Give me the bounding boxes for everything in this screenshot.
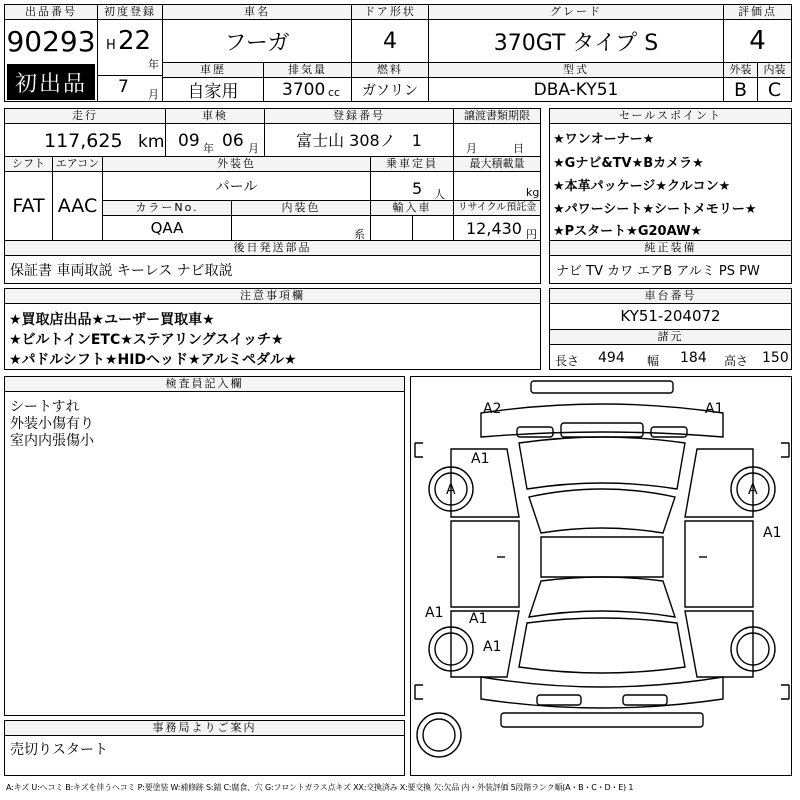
inspector-note-3: 室内内張傷小 [10, 433, 94, 449]
legend: A:キズ U:ヘコミ B:キズを伴うヘコミ P:要塗装 W:補修跡 S:錆 C:腐食、穴 G:フロントガラス点キズ XX:交換済み X:要交換 欠:欠品 内・外装評価 5段階ランク順(A・B・C・D・E) 1 [6, 783, 634, 792]
inspector-note-1: シートすれ [10, 399, 80, 415]
mark-a1-left-rear: A1 [425, 605, 444, 621]
month-unit: 月 [148, 88, 159, 101]
era-label: H [106, 38, 116, 53]
insp-month-unit: 月 [248, 142, 259, 155]
displacement-value: 3700 [282, 80, 326, 100]
history-value: 自家用 [187, 82, 239, 102]
sales-point-1: ★ワンオーナー★ [553, 132, 655, 147]
mark-a1-right: A1 [763, 525, 782, 541]
office-label: 事務局よりご案内 [5, 721, 404, 736]
eval-value: 4 [749, 26, 766, 56]
kei-unit: 系 [354, 228, 365, 241]
note-3: ★パドルシフト★HIDヘッド★アルミペダル★ [9, 352, 297, 368]
interior-color-label: 内装色 [232, 201, 370, 216]
exterior-value: B [733, 78, 748, 101]
mark-a1-left-front: A1 [471, 451, 490, 467]
mark-a2: A2 [483, 401, 502, 417]
mark-a1-rear-fender: A1 [483, 639, 502, 655]
mileage-label: 走行 [5, 109, 165, 124]
notes-label: 注意事項欄 [5, 289, 540, 304]
body-color-label: 外装色 [103, 157, 370, 172]
people-unit: 人 [434, 188, 445, 201]
interior-value: C [767, 78, 782, 101]
fuel-value: ガソリン [362, 82, 418, 99]
recycle-label: リサイクル預託金 [454, 201, 540, 216]
shift-value: FAT [12, 195, 45, 217]
reg-year-value: 22 [118, 26, 152, 56]
sales-points-label: セールスポイント [550, 109, 791, 124]
plate-label: 登録番号 [265, 109, 453, 124]
color-no-value: QAA [150, 219, 184, 237]
aircon-label: エアコン [53, 157, 102, 172]
len-label: 長さ [555, 354, 580, 368]
len-value: 494 [598, 350, 625, 366]
capacity-label: 乗車定員 [371, 157, 453, 172]
inspection-label: 車検 [166, 109, 264, 124]
doors-value: 4 [383, 28, 397, 54]
model-value: DBA-KY51 [533, 79, 619, 100]
grade-value: 370GT タイプ S [493, 30, 659, 56]
fuel-label: 燃料 [352, 63, 428, 78]
sales-point-5: ★Pスタート★G20AW★ [553, 224, 703, 239]
transfer-day-label: 日 [513, 142, 524, 155]
inspector-label: 検査員記入欄 [5, 377, 404, 392]
transfer-label: 譲渡書類期限 [454, 109, 540, 124]
max-load-label: 最大積載量 [454, 157, 540, 172]
shift-label: シフト [5, 157, 52, 172]
body-color-value: パール [215, 179, 258, 195]
mark-a-left-tyre: A [446, 482, 456, 498]
chassis-label: 車台番号 [550, 289, 791, 304]
interior-label: 内装 [758, 63, 791, 78]
yen-unit: 円 [526, 228, 537, 241]
mark-a1-front: A1 [705, 401, 724, 417]
office-text: 売切りスタート [10, 742, 108, 758]
plate-value: 富士山 308ノ 1 [296, 131, 422, 150]
cc-unit: cc [328, 86, 341, 99]
mark-a-right-tyre: A [748, 482, 758, 498]
recycle-value: 12,430 [466, 219, 522, 238]
import-label: 輸入車 [371, 201, 453, 216]
first-listing-badge: 初出品 [7, 64, 95, 100]
doors-label: ドア形状 [352, 5, 428, 20]
kg-unit: kg [526, 186, 540, 199]
car-diagram-svg [411, 377, 793, 777]
year-unit: 年 [148, 58, 159, 71]
grade-label: グレード [429, 5, 723, 20]
lot-no-label: 出品番号 [5, 5, 97, 20]
equipment-value: ナビ TV カワ エアB アルミ PS PW [556, 264, 760, 279]
equipment-label: 純正装備 [550, 241, 791, 256]
sales-point-3: ★本革パッケージ★クルコン★ [553, 179, 731, 194]
aircon-value: AAC [57, 195, 98, 217]
lot-no-value: 90293 [6, 24, 96, 58]
km-unit: km [138, 132, 165, 152]
chassis-value: KY51-204072 [620, 307, 721, 325]
history-label: 車歴 [163, 63, 263, 78]
mileage-value: 117,625 [44, 130, 123, 152]
dims-label: 諸元 [550, 330, 791, 345]
capacity-value: 5 [412, 179, 423, 198]
insp-year-value: 09 [178, 131, 200, 151]
color-no-label: カラーNo. [103, 201, 231, 216]
later-parts-value: 保証書 車両取説 キーレス ナビ取説 [10, 263, 233, 279]
height-label: 高さ [724, 354, 749, 368]
damage-diagram [410, 376, 792, 776]
transfer-month-unit: 月 [466, 142, 477, 155]
note-1: ★買取店出品★ユーザー買取車★ [9, 312, 215, 328]
width-value: 184 [680, 350, 707, 366]
later-parts-label: 後日発送部品 [5, 241, 540, 256]
displacement-label: 排気量 [264, 63, 351, 78]
eval-label: 評価点 [724, 5, 791, 20]
exterior-label: 外装 [724, 63, 757, 78]
note-2: ★ビルトインETC★ステアリングスイッチ★ [9, 332, 284, 348]
insp-year-unit: 年 [203, 142, 214, 155]
car-name-label: 車名 [163, 5, 351, 20]
reg-month-value: 7 [118, 77, 129, 97]
height-value: 150 [762, 350, 789, 366]
car-name-value: フーガ [224, 30, 290, 56]
mark-a1-rear-door: A1 [469, 611, 488, 627]
model-label: 型式 [429, 63, 723, 78]
first-reg-label: 初度登録 [98, 5, 162, 20]
sales-point-4: ★パワーシート★シートメモリー★ [553, 202, 757, 217]
width-label: 幅 [647, 354, 660, 368]
insp-month-value: 06 [222, 131, 244, 151]
inspector-note-2: 外装小傷有り [10, 416, 94, 432]
sales-point-2: ★Gナビ&TV★Bカメラ★ [553, 156, 704, 171]
